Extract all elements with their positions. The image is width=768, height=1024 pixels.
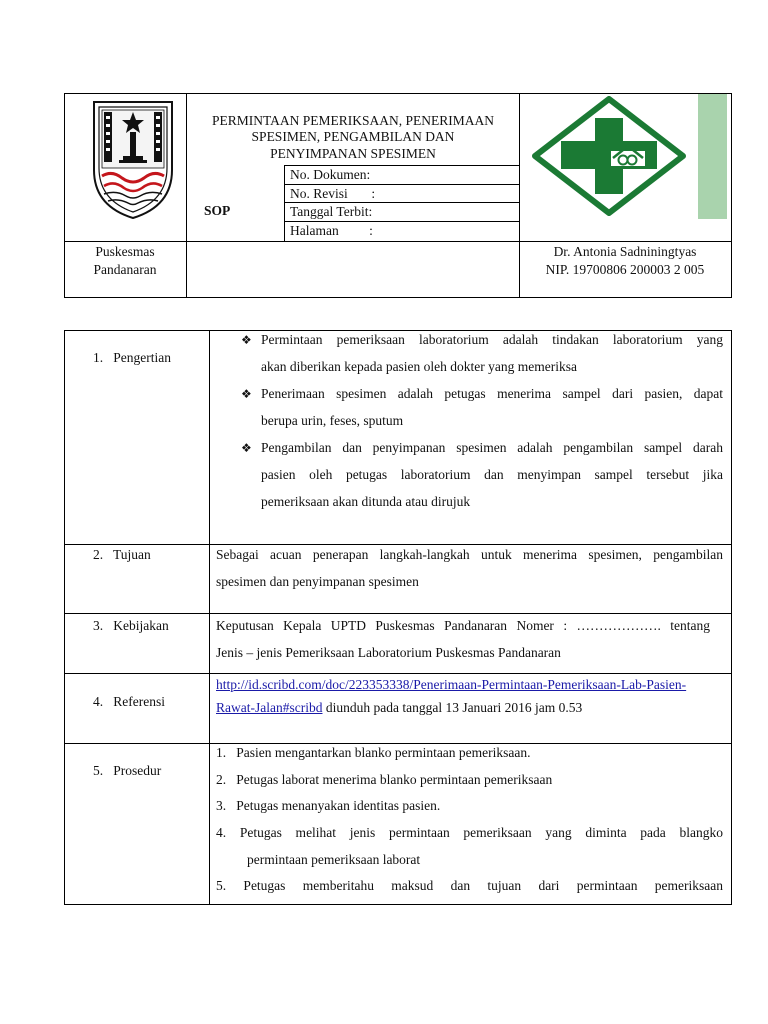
meta-page: Halaman : — [290, 223, 373, 238]
section-label-referensi: 4. Referensi — [93, 694, 165, 709]
puskesmas-logo-icon — [531, 96, 687, 216]
referensi-link-part-1[interactable]: http://id.scribd.com/doc/223353338/Penerimaan-Permintaan-Pemeriksaan-Lab-Pasien- — [216, 677, 687, 692]
section-label-prosedur: 5. Prosedur — [93, 763, 162, 778]
meta-revision: No. Revisi : — [290, 186, 376, 201]
prosedur-step-2: 2. Petugas laborat menerima blanko permintaan pemeriksaan — [216, 772, 553, 787]
pengertian-bullet-2-line-2: berupa urin, feses, sputum — [261, 413, 404, 428]
pengertian-bullet-1-line-2: akan diberikan kepada pasien oleh dokter yang memeriksa — [261, 359, 578, 374]
document-title-line-3: PENYIMPANAN SPESIMEN — [270, 146, 436, 161]
document-title-line-1: PERMINTAAN PEMERIKSAAN, PENERIMAAN — [211, 113, 495, 128]
org-name-line-1: Puskesmas — [95, 244, 155, 259]
logo-side-bar — [698, 94, 727, 219]
kebijakan-line-2: Jenis – jenis Pemeriksaan Laboratorium Puskesmas Pandanaran — [216, 645, 561, 660]
pengertian-bullet-3-line-2: pasien oleh petugas laboratorium dan menyimpan sampel tersebut jika — [261, 467, 723, 482]
signer-nip: NIP. 19700806 200003 2 005 — [545, 262, 705, 277]
document-title-line-2: SPESIMEN, PENGAMBILAN DAN — [251, 129, 455, 144]
referensi-link-part-2[interactable]: Rawat-Jalan#scribd — [216, 700, 323, 715]
pengertian-bullet-3-line-1: ❖ Pengambilan dan penyimpanan spesimen adalah pengambilan sampel darah — [261, 440, 723, 456]
meta-issue-date: Tanggal Terbit: — [290, 204, 373, 219]
section-label-kebijakan: 3. Kebijakan — [93, 618, 169, 633]
prosedur-step-1: 1. Pasien mengantarkan blanko permintaan pemeriksaan. — [216, 745, 531, 760]
pengertian-bullet-2-line-1: ❖ Penerimaan spesimen adalah petugas menerima sampel dari pasien, dapat — [261, 386, 723, 402]
pengertian-bullet-1-line-1: ❖ Permintaan pemeriksaan laboratorium adalah tindakan laboratorium yang — [261, 332, 723, 348]
sop-label: SOP — [204, 203, 231, 218]
referensi-line-1 — [216, 677, 686, 693]
referensi-download-note: diunduh pada tanggal 13 Januari 2016 jam 0.53 — [322, 700, 583, 715]
prosedur-step-4: 4. Petugas melihat jenis permintaan pemeriksaan yang diminta pada blangko — [216, 825, 723, 840]
tujuan-line-1: Sebagai acuan penerapan langkah-langkah untuk menerima spesimen, pengambilan — [216, 547, 723, 562]
city-emblem-icon — [90, 98, 176, 222]
tujuan-line-2: spesimen dan penyimpanan spesimen — [216, 574, 419, 589]
section-label-pengertian: 1. Pengertian — [93, 350, 171, 365]
section-label-tujuan: 2. Tujuan — [93, 547, 151, 562]
prosedur-step-5: 5. Petugas memberitahu maksud dan tujuan dari permintaan pemeriksaan — [216, 878, 723, 893]
kebijakan-line-1: Keputusan Kepala UPTD Puskesmas Pandanaran Nomer : ………………. tentang — [216, 618, 710, 633]
referensi-line-2 — [216, 700, 582, 716]
prosedur-step-4-cont: permintaan pemeriksaan laborat — [247, 852, 421, 867]
meta-doc-no: No. Dokumen: — [290, 167, 371, 182]
org-name-line-2: Pandanaran — [93, 262, 157, 277]
pengertian-bullet-3-line-3: pemeriksaan akan ditunda atau dirujuk — [261, 494, 471, 509]
signer-name: Dr. Antonia Sadniningtyas — [553, 244, 697, 259]
prosedur-step-3: 3. Petugas menanyakan identitas pasien. — [216, 798, 441, 813]
